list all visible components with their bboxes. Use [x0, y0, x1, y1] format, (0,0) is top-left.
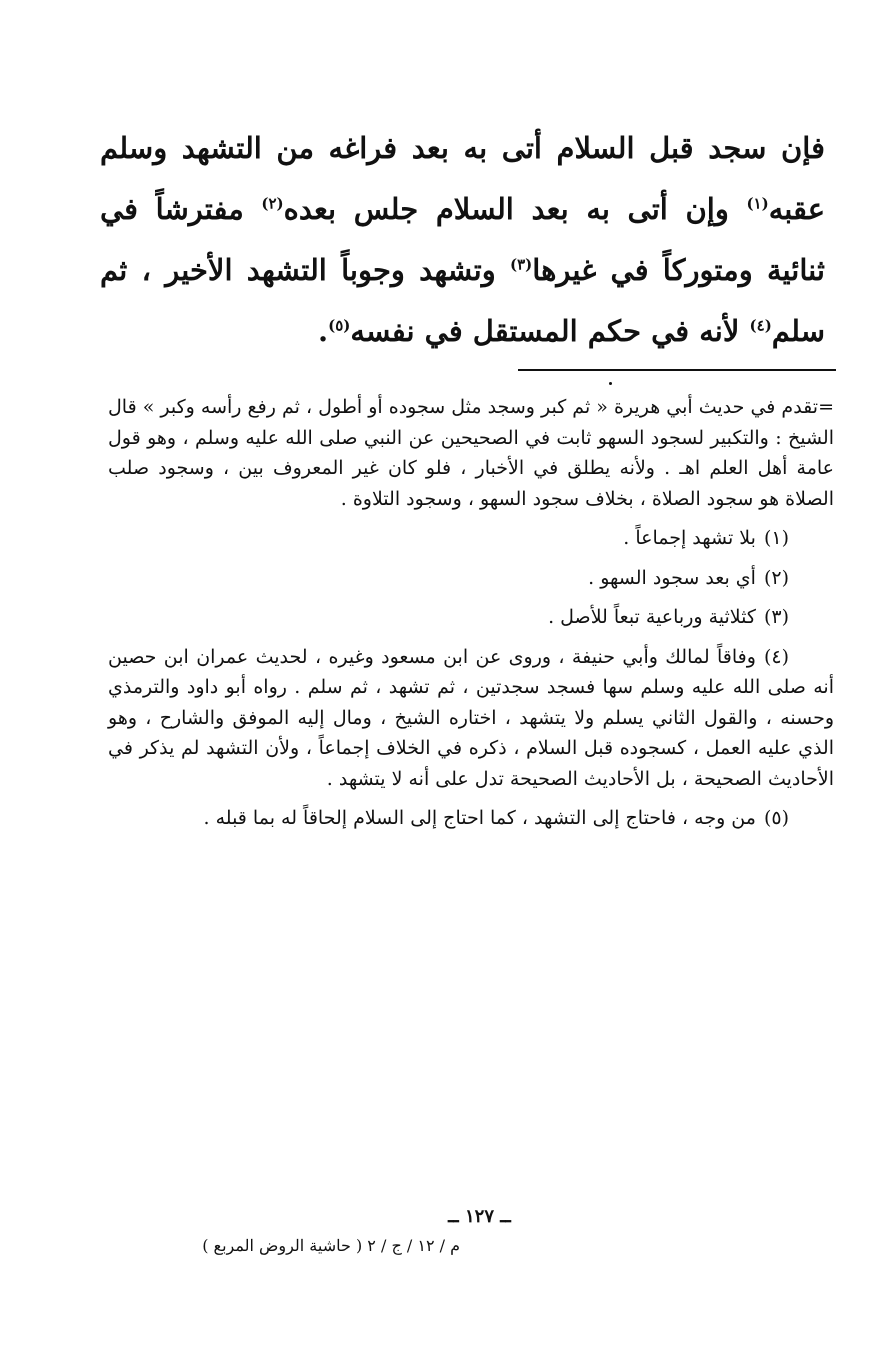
- footnote-2-number: (٢): [763, 566, 789, 589]
- footnote-reference-1: (١): [746, 194, 769, 213]
- footnote-continuation: =تقدم في حديث أبي هريرة « ثم كبر وسجد مثل سجوده أو أطول ، ثم رفع رأسه وكبر » قال الشيخ : والتكبير لسجود السهو ثابت في الصحيحين عن النبي صلى الله عليه وسلم ، وهو قول عامة أهل العلم اهـ . ولأنه يطلق في الأخبار ، فلو كان غير المعروف بين ، وسجود صلب الصلاة هو سجود الصلاة ، بخلاف سجود السهو ، وسجود التلاوة .: [108, 396, 834, 510]
- footnote-reference-4: (٤): [749, 316, 772, 335]
- footnote-5-number: (٥): [763, 807, 789, 829]
- footnote-3-number: (٣): [763, 606, 789, 628]
- footnote-4-text: وفاقاً لمالك وأبي حنيفة ، وروى عن ابن مسعود وغيره ، لحديث عمران ابن حصين أنه صلى الله عليه وسلم سها فسجد سجدتين ، ثم تشهد ، ثم سلم . رواه أبو داود والترمذي وحسنه ، والقول الثاني يسلم ولا يتشهد ، اختاره الشيخ ، ومال إليه الموفق والشارح ، وهو الذي عليه العمل ، كسجوده قبل السلام ، ذكره في الخلاف إجماعاً ، ولأن التشهد لم يذكر في الأحاديث الصحيحة ، بل الأحاديث الصحيحة تدل على أنه لا يتشهد .: [108, 645, 834, 790]
- footnote-4-number: (٤): [763, 645, 789, 668]
- footnote-divider: [518, 369, 836, 371]
- footnote-1: [108, 523, 834, 554]
- footnote-3: [108, 602, 834, 633]
- page-number: ــ ١٢٧ ــ: [448, 1206, 511, 1227]
- footnote-reference-2: (٢): [261, 194, 284, 213]
- footnote-1-number: (١): [763, 527, 789, 549]
- main-text-segment-2: وإن أتى به بعد السلام جلس بعده: [283, 192, 747, 226]
- signature-mark: م / ١٢ / ج / ٢ ( حاشية الروض المربع ): [202, 1236, 460, 1255]
- footnote-5: [108, 803, 834, 834]
- main-text-segment-1: فإن سجد قبل السلام أتى به بعد فراغه من التشهد وسلم عقبه: [100, 131, 825, 226]
- footnote-2-text: أي بعد سجود السهو .: [588, 566, 756, 589]
- main-text-segment-4: وتشهد وجوباً التشهد الأخير ، ثم سلم: [100, 253, 825, 348]
- footnote-reference-3: (٣): [509, 255, 533, 274]
- main-text-segment-3: مفترشاً في ثنائية ومتوركاً في غيرها: [100, 192, 825, 287]
- footnote-1-text: بلا تشهد إجماعاً .: [623, 527, 756, 549]
- stray-dot: [609, 382, 612, 385]
- footnote-5-text: من وجه ، فاحتاج إلى التشهد ، كما احتاج إلى السلام إلحاقاً له بما قبله .: [203, 807, 756, 829]
- footnote-reference-5: (٥): [328, 316, 351, 335]
- main-text-paragraph: [100, 118, 825, 362]
- footnote-4: [108, 642, 834, 795]
- footnotes-section: [108, 392, 834, 843]
- main-text-segment-6: .: [318, 314, 329, 348]
- main-text-segment-5: لأنه في حكم المستقل في نفسه: [350, 314, 750, 348]
- footnote-2: [108, 563, 834, 594]
- footnote-3-text: كثلاثية ورباعية تبعاً للأصل .: [548, 606, 756, 628]
